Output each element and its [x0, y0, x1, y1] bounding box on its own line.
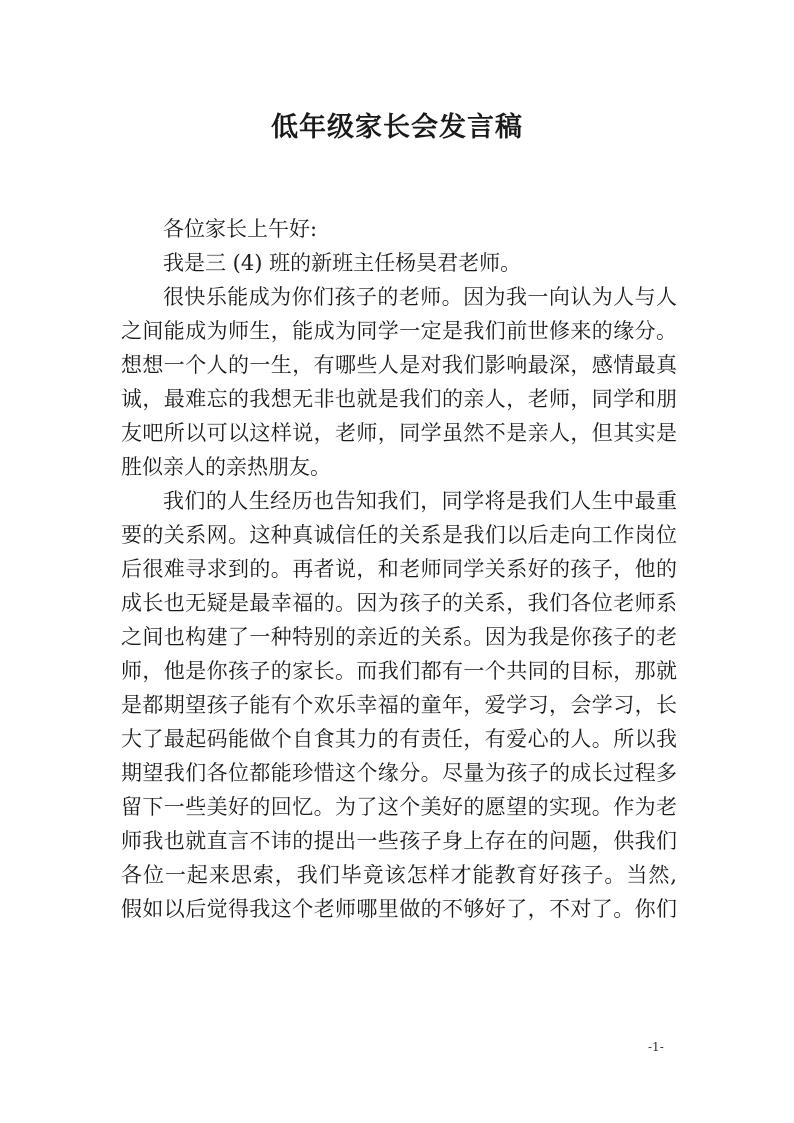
- body-line: 各位家长上午好:: [163, 217, 318, 241]
- body-line: 胜似亲人的亲热朋友。: [121, 455, 331, 479]
- body-line: 想想一个人的一生，有哪些人是对我们影响最深，感情最真: [121, 353, 677, 377]
- body-line: 要的关系网。这种真诚信任的关系是我们以后走向工作岗位: [121, 523, 677, 547]
- body-line: 后很难寻求到的。再者说，和老师同学关系好的孩子，他的: [121, 557, 677, 581]
- body-line: 友吧所以可以这样说，老师，同学虽然不是亲人，但其实是: [121, 421, 677, 445]
- body-line: 成长也无疑是最幸福的。因为孩子的关系，我们各位老师系: [121, 591, 677, 615]
- body-line: 假如以后觉得我这个老师哪里做的不够好了，不对了。你们: [121, 897, 677, 921]
- document-body: [121, 212, 677, 926]
- body-line: 我们的人生经历也告知我们，同学将是我们人生中最重: [163, 489, 677, 513]
- document-title: 低年级家长会发言稿: [271, 112, 523, 143]
- page-number: -1-: [648, 1040, 664, 1054]
- body-line: 各位一起来思索，我们毕竟该怎样才能教育好孩子。当然,: [121, 863, 677, 887]
- body-line: 我是三 (4) 班的新班主任杨昊君老师。: [163, 251, 522, 275]
- body-line: 之间能成为师生，能成为同学一定是我们前世修来的缘分。: [121, 319, 677, 343]
- body-line: 留下一些美好的回忆。为了这个美好的愿望的实现。作为老: [121, 795, 677, 819]
- body-line: 是都期望孩子能有个欢乐幸福的童年，爱学习，会学习，长: [121, 693, 677, 717]
- body-line: 很快乐能成为你们孩子的老师。因为我一向认为人与人: [163, 285, 677, 309]
- body-line: 大了最起码能做个自食其力的有责任，有爱心的人。所以我: [121, 727, 677, 751]
- body-line: 师，他是你孩子的家长。而我们都有一个共同的目标，那就: [121, 659, 677, 683]
- body-line: 之间也构建了一种特别的亲近的关系。因为我是你孩子的老: [121, 625, 677, 649]
- body-line: 诚，最难忘的我想无非也就是我们的亲人，老师，同学和朋: [121, 387, 677, 411]
- body-line: 师我也就直言不讳的提出一些孩子身上存在的问题，供我们: [121, 829, 677, 853]
- body-line: 期望我们各位都能珍惜这个缘分。尽量为孩子的成长过程多: [121, 761, 677, 785]
